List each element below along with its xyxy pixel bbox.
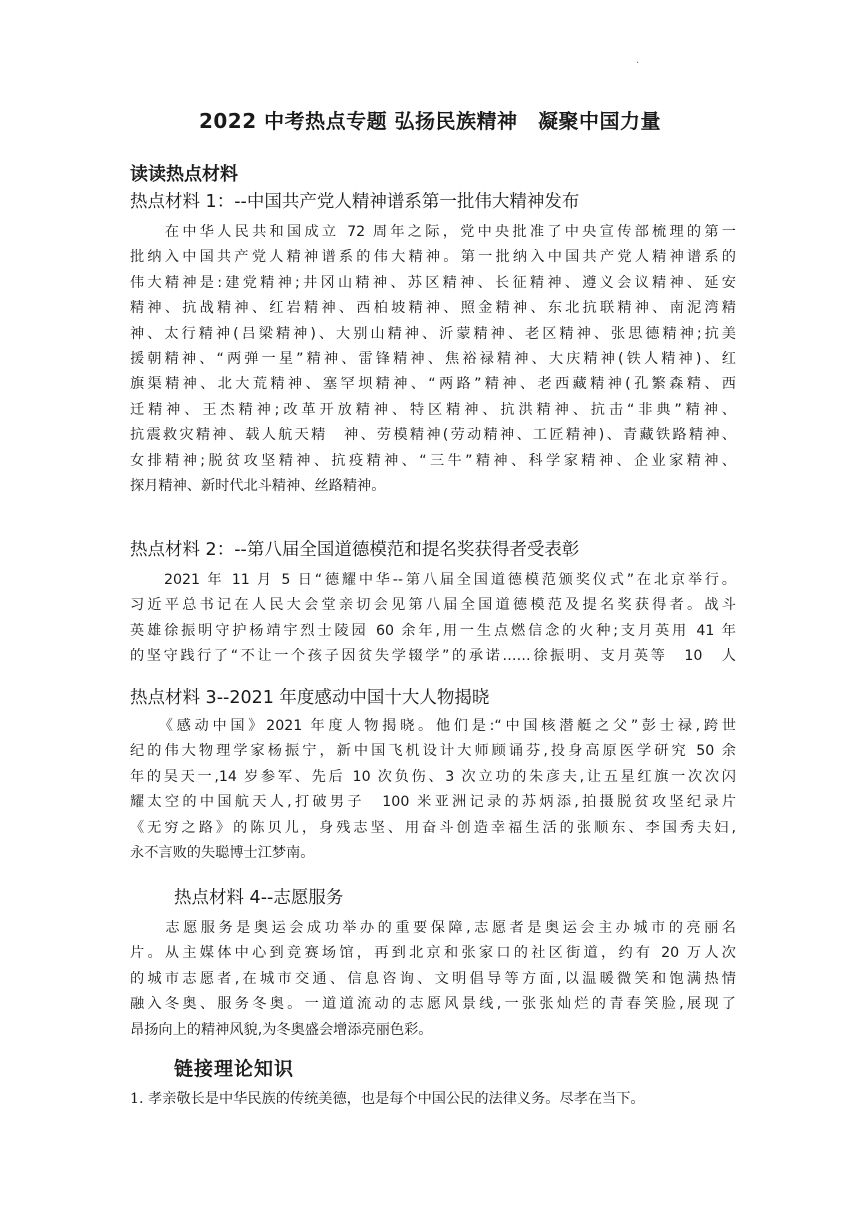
text-line: 伟大精神是:建党精神;井冈山精神、苏区精神、长征精神、遵义会议精神、延安 bbox=[130, 274, 737, 291]
page-title: 2022 中考热点专题 弘扬民族精神 凝聚中国力量 bbox=[198, 109, 662, 133]
text-line: 旗渠精神、北大荒精神、塞罕坝精神、“两路”精神、老西藏精神(孔繁森精、西 bbox=[130, 376, 736, 393]
material-1-heading: 热点材料 1：--中国共产党人精神谱系第一批伟大精神发布 bbox=[130, 192, 580, 212]
theory-item-1: 1. 孝亲敬长是中华民族的传统美德，也是每个中国公民的法律义务。尽孝在当下。 bbox=[130, 1091, 645, 1107]
material-1-body bbox=[130, 220, 736, 499]
material-3-heading: 热点材料 3--2021 年度感动中国十大人物揭晓 bbox=[130, 688, 490, 708]
text-line: 片。从主媒体中心到竞赛场馆，再到北京和张家口的社区街道，约有 20 万人次 bbox=[130, 945, 736, 962]
material-4-body bbox=[130, 916, 736, 1043]
material-3-body bbox=[130, 714, 736, 866]
text-line: 英雄徐振明守护杨靖宇烈士陵园 60 余年,用一生点燃信念的火种;支月英用 41 年 bbox=[130, 622, 736, 639]
text-line: 的城市志愿者,在城市交通、信息咨询、文明倡导等方面,以温暖微笑和饱满热情 bbox=[130, 970, 736, 987]
text-line: 融入冬奥、服务冬奥。一道道流动的志愿风景线,一张张灿烂的青春笑脸,展现了 bbox=[130, 996, 736, 1013]
text-line: 《无穷之路》的陈贝儿，身残志坚、用奋斗创造幸福生活的张顺东、李国秀夫妇, bbox=[130, 819, 736, 836]
text-line: 《感动中国》2021 年度人物揭晓。他们是:“中国核潜艇之父”彭士禄,跨世 bbox=[130, 718, 736, 734]
text-line: 精神、抗战精神、红岩精神、西柏坡精神、照金精神、东北抗联精神、南泥湾精 bbox=[130, 300, 736, 317]
text-line: 年的吴天一,14 岁参军、先后 10 次负伤、3 次立功的朱彦夫,让五星红旗一次次闪 bbox=[130, 768, 736, 785]
text-line: 探月精神、新时代北斗精神、丝路精神。 bbox=[130, 478, 386, 495]
text-line: 纪的伟大物理学家杨振宁，新中国飞机设计大师顾诵芬,投身高原医学研究 50 余 bbox=[130, 743, 736, 760]
text-line: 2021 年 11 月 5 日“德耀中华--第八届全国道德模范颁奖仪式”在北京举行。 bbox=[130, 572, 736, 588]
text-line: 耀太空的中国航天人,打破男子 100 米亚洲记录的苏炳添,拍摄脱贫攻坚纪录片 bbox=[130, 794, 736, 811]
text-line: 神、太行精神(吕梁精神)、大别山精神、沂蒙精神、老区精神、张思德精神;抗美 bbox=[130, 325, 736, 342]
section-heading-read: 读读热点材料 bbox=[130, 164, 238, 185]
material-4-heading: 热点材料 4--志愿服务 bbox=[174, 888, 344, 908]
header-mark: · bbox=[636, 58, 640, 69]
section-heading-link: 链接理论知识 bbox=[174, 1058, 295, 1080]
text-line: 抗震救灾精神、载人航天精 神、劳模精神(劳动精神、工匠精神)、青藏铁路精神、 bbox=[130, 427, 736, 444]
text-line: 志愿服务是奥运会成功举办的重要保障,志愿者是奥运会主办城市的亮丽名 bbox=[130, 920, 736, 936]
text-line: 迁精神、王杰精神;改革开放精神、特区精神、抗洪精神、抗击“非典”精神、 bbox=[130, 401, 736, 418]
material-2-heading: 热点材料 2：--第八届全国道德模范和提名奖获得者受表彰 bbox=[130, 540, 580, 560]
text-line: 永不言败的失聪博士江梦南。 bbox=[130, 845, 315, 862]
text-line: 援朝精神、“两弹一星”精神、雷锋精神、焦裕禄精神、大庆精神(铁人精神)、红 bbox=[130, 351, 736, 368]
text-line: 的坚守践行了“不让一个孩子因贫失学辍学”的承诺……徐振明、支月英等 10 人 bbox=[130, 648, 736, 665]
text-line: 批纳入中国共产党人精神谱系的伟大精神。第一批纳入中国共产党人精神谱系的 bbox=[130, 249, 736, 266]
text-line: 昂扬向上的精神风貌,为冬奥盛会增添亮丽色彩。 bbox=[130, 1021, 433, 1038]
material-2-body bbox=[130, 568, 736, 670]
text-line: 在中华人民共和国成立 72 周年之际，党中央批准了中央宣传部梳理的第一 bbox=[130, 224, 736, 240]
text-line: 女排精神;脱贫攻坚精神、抗疫精神、“三牛”精神、科学家精神、企业家精神、 bbox=[130, 452, 736, 469]
text-line: 习近平总书记在人民大会堂亲切会见第八届全国道德模范及提名奖获得者。战斗 bbox=[130, 597, 736, 614]
